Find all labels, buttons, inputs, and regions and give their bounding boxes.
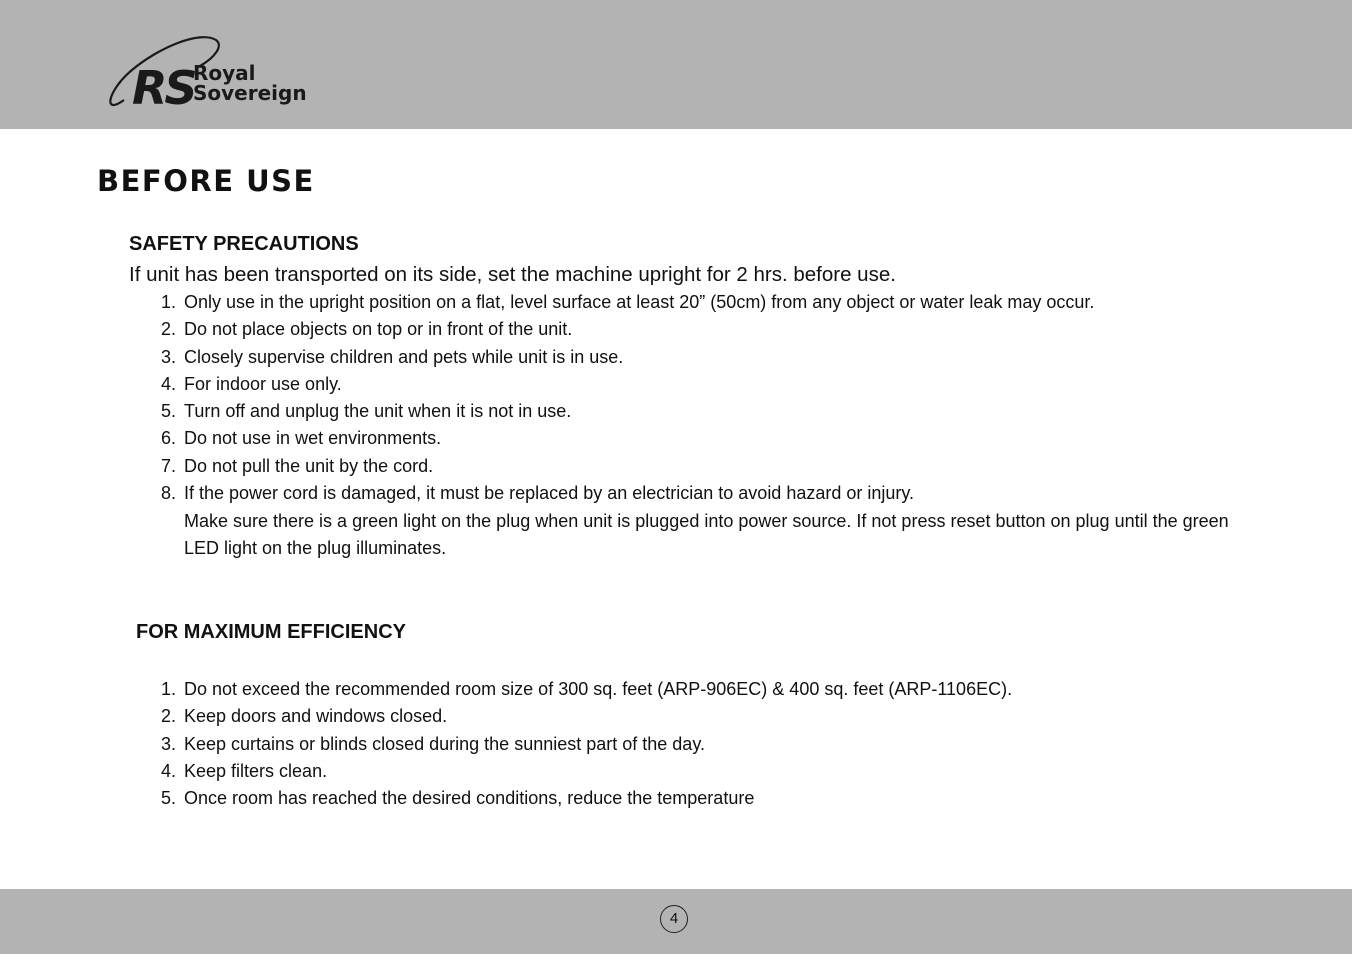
item-text: Keep filters clean. (184, 760, 328, 781)
safety-heading: SAFETY PRECAUTIONS (129, 233, 359, 255)
list-item (161, 703, 1012, 730)
list-item (161, 289, 1094, 316)
list-item (161, 676, 1012, 703)
item-text: Turn off and unplug the unit when it is not in use. (184, 401, 572, 422)
item-number: 7. (161, 455, 177, 476)
item-text: Keep curtains or blinds closed during the sunniest part of the day. (184, 733, 705, 754)
item-text: Do not exceed the recommended room size of 300 sq. feet (ARP-906EC) & 400 sq. feet (ARP-1106EC). (184, 679, 1013, 699)
page-title: BEFORE USE (97, 164, 315, 198)
list-item (161, 453, 1094, 480)
safety-list (161, 289, 1094, 507)
logo-monogram: RS (132, 61, 195, 115)
item-number: 3. (161, 346, 177, 367)
royal-sovereign-logo (104, 32, 324, 120)
item-text: Closely supervise children and pets while unit is in use. (184, 346, 624, 367)
item-text: For indoor use only. (184, 373, 342, 394)
item-number: 1. (161, 679, 177, 699)
list-item (161, 480, 1094, 507)
item-text: Only use in the upright position on a flat, level surface at least 20” (50cm) from any object or water leak may occur. (184, 292, 1095, 312)
list-item (161, 344, 1094, 371)
item-number: 5. (161, 788, 177, 809)
logo-line-2: Sovereign (193, 81, 307, 105)
header-bar (0, 0, 1352, 129)
item-number: 4. (161, 760, 177, 781)
safety-intro: If unit has been transported on its side, set the machine upright for 2 hrs. before use. (129, 263, 896, 286)
item-text: Do not pull the unit by the cord. (184, 455, 434, 476)
list-item (161, 371, 1094, 398)
page-number: 4 (660, 905, 688, 933)
list-item (161, 731, 1012, 758)
item-text: Do not use in wet environments. (184, 428, 442, 449)
item-number: 1. (161, 292, 177, 312)
list-item (161, 425, 1094, 452)
item-number: 2. (161, 319, 177, 340)
item-text: If the power cord is damaged, it must be replaced by an electrician to avoid hazard or injury. (184, 483, 915, 504)
plug-light-note: Make sure there is a green light on the plug when unit is plugged into power source. If not press reset button on plug until the green LED light on the plug illuminates. (184, 511, 1229, 559)
item-text: Keep doors and windows closed. (184, 706, 448, 727)
list-item (161, 758, 1012, 785)
item-number: 2. (161, 706, 177, 727)
efficiency-list (161, 676, 1012, 812)
item-number: 8. (161, 483, 177, 504)
item-number: 6. (161, 428, 177, 449)
logo-line-1: Royal (193, 61, 256, 85)
list-item (161, 316, 1094, 343)
item-number: 3. (161, 733, 177, 754)
item-number: 5. (161, 401, 177, 422)
item-number: 4. (161, 373, 177, 394)
logo-wordmark (193, 63, 307, 103)
list-item (161, 785, 1012, 812)
efficiency-heading: FOR MAXIMUM EFFICIENCY (136, 621, 406, 643)
item-text: Once room has reached the desired conditions, reduce the temperature (184, 788, 755, 809)
item-text: Do not place objects on top or in front of the unit. (184, 319, 573, 340)
list-item (161, 398, 1094, 425)
